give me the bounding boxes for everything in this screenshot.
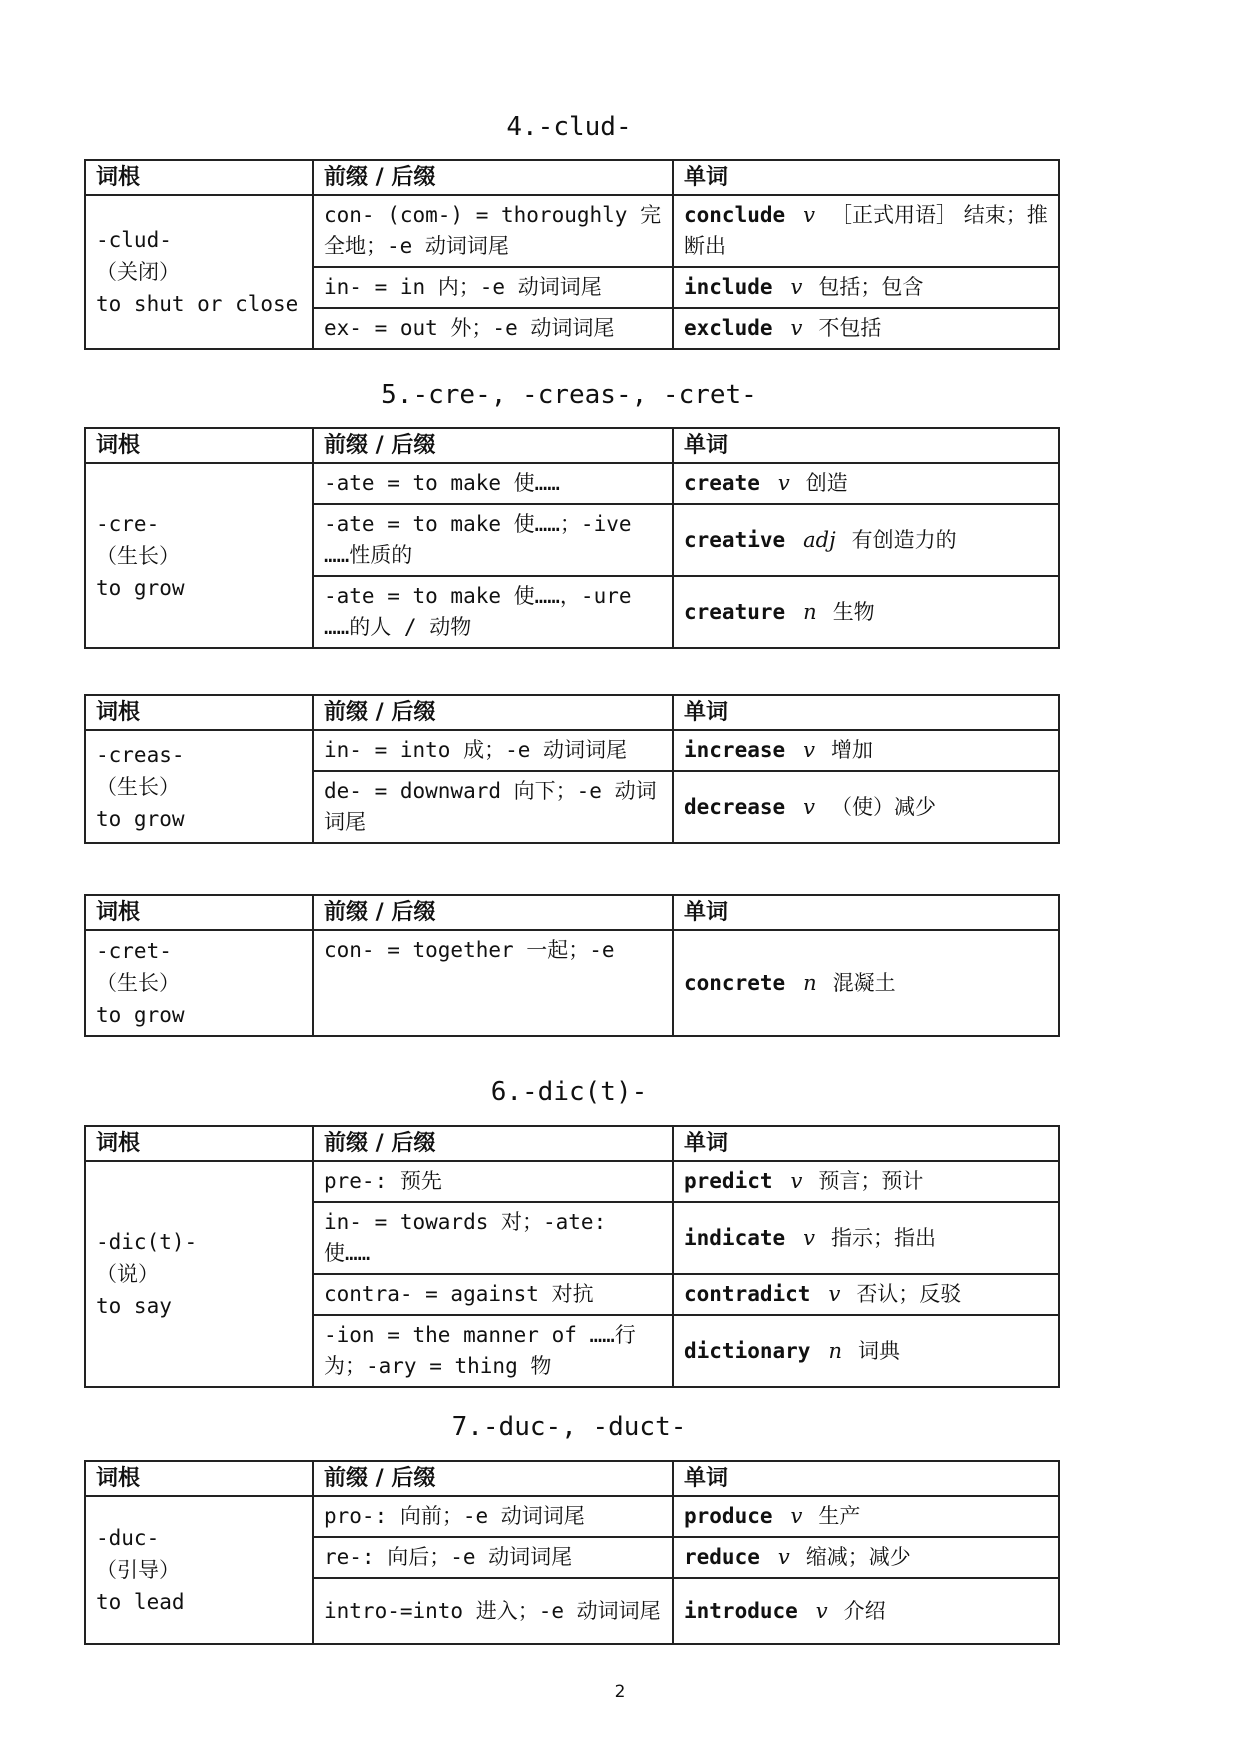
- affix-cell: contra- = against 对抗: [313, 1274, 673, 1315]
- affix-cell: -ion = the manner of ……行为；-ary = thing 物: [313, 1315, 673, 1387]
- root-form: -duc-: [96, 1526, 160, 1550]
- root-cell: [85, 730, 313, 843]
- word-meaning: 生产: [818, 1504, 861, 1528]
- part-of-speech: n: [828, 1338, 842, 1363]
- header-affix: 前缀 / 后缀: [313, 695, 673, 730]
- word-cell: [673, 1315, 1059, 1387]
- word: contradict: [684, 1282, 811, 1306]
- affix-cell: de- = downward 向下；-e 动词词尾: [313, 771, 673, 843]
- word-cell: [673, 463, 1059, 504]
- word-meaning: ［正式用语］ 结束；推断出: [684, 203, 1048, 258]
- root-table-cret: [84, 894, 1060, 1037]
- header-word: 单词: [673, 895, 1059, 930]
- word-meaning: 缩减；减少: [805, 1545, 911, 1569]
- table-row: [85, 1161, 1059, 1202]
- word-cell: [673, 504, 1059, 576]
- word: indicate: [684, 1225, 786, 1250]
- word-cell: [673, 771, 1059, 843]
- table-header-row: [85, 160, 1059, 195]
- header-root: 词根: [85, 695, 313, 730]
- affix-cell: in- = in 内；-e 动词词尾: [313, 267, 673, 308]
- root-form: -cret-: [96, 939, 172, 963]
- part-of-speech: v: [803, 738, 816, 762]
- table-row: [85, 1496, 1059, 1537]
- word: include: [684, 275, 773, 299]
- affix-cell: in- = towards 对；-ate: 使……: [313, 1202, 673, 1274]
- root-form: -clud-: [96, 228, 172, 252]
- header-root: 词根: [85, 895, 313, 930]
- header-root: 词根: [85, 428, 313, 463]
- table-header-row: [85, 895, 1059, 930]
- word-cell: [673, 1202, 1059, 1274]
- part-of-speech: v: [790, 1504, 803, 1528]
- root-cell: [85, 195, 313, 349]
- table-row: [85, 463, 1059, 504]
- root-meaning-cn: （生长）: [96, 543, 180, 568]
- word-cell: [673, 267, 1059, 308]
- affix-cell: -ate = to make 使……: [313, 463, 673, 504]
- word-meaning: 创造: [805, 471, 848, 495]
- root-cell: [85, 1496, 313, 1644]
- root-table-cre: [84, 427, 1060, 649]
- table-header-row: [85, 1461, 1059, 1496]
- word-meaning: 词典: [857, 1338, 900, 1363]
- word: exclude: [684, 316, 773, 340]
- table-row: [85, 730, 1059, 771]
- root-cell: [85, 1161, 313, 1387]
- header-affix: 前缀 / 后缀: [313, 895, 673, 930]
- word-cell: [673, 576, 1059, 648]
- word: creative: [684, 527, 786, 552]
- word-cell: [673, 1161, 1059, 1202]
- word-cell: [673, 730, 1059, 771]
- root-cell: [85, 463, 313, 648]
- part-of-speech: v: [790, 316, 803, 340]
- part-of-speech: v: [803, 794, 816, 819]
- part-of-speech: v: [803, 203, 816, 227]
- part-of-speech: v: [777, 1545, 790, 1569]
- affix-cell: in- = into 成；-e 动词词尾: [313, 730, 673, 771]
- word-meaning: 包括；包含: [818, 275, 924, 299]
- header-root: 词根: [85, 1461, 313, 1496]
- table-header-row: [85, 1126, 1059, 1161]
- affix-cell: -ate = to make 使……，-ure ……的人 / 动物: [313, 576, 673, 648]
- root-form: -cre-: [96, 511, 160, 536]
- word-cell: [673, 1496, 1059, 1537]
- part-of-speech: v: [777, 471, 790, 495]
- word-cell: [673, 1537, 1059, 1578]
- root-table-clud: [84, 159, 1060, 350]
- root-table-creas: [84, 694, 1060, 844]
- header-word: 单词: [673, 695, 1059, 730]
- affix-cell: pre-: 预先: [313, 1161, 673, 1202]
- word: conclude: [684, 203, 786, 227]
- header-affix: 前缀 / 后缀: [313, 1461, 673, 1496]
- section-title: 5.-cre-, -creas-, -cret-: [381, 380, 757, 410]
- part-of-speech: v: [790, 1169, 803, 1193]
- word-meaning: 混凝土: [832, 970, 896, 995]
- word-meaning: 介绍: [843, 1598, 886, 1623]
- header-word: 单词: [673, 1461, 1059, 1496]
- word-meaning: 指示；指出: [831, 1225, 937, 1250]
- root-meaning-en: to grow: [96, 806, 185, 831]
- table-row: [85, 195, 1059, 267]
- part-of-speech: n: [803, 599, 817, 624]
- header-affix: 前缀 / 后缀: [313, 1126, 673, 1161]
- word-meaning: （使）减少: [831, 794, 937, 819]
- affix-cell: con- = together 一起；-e: [313, 930, 673, 1036]
- part-of-speech: adj: [803, 527, 836, 552]
- word-meaning: 不包括: [818, 316, 882, 340]
- word: dictionary: [684, 1338, 811, 1363]
- affix-cell: ex- = out 外；-e 动词词尾: [313, 308, 673, 349]
- part-of-speech: v: [790, 275, 803, 299]
- root-form: -dic(t)-: [96, 1230, 198, 1254]
- root-meaning-en: to grow: [96, 575, 185, 600]
- root-meaning-en: to say: [96, 1294, 172, 1318]
- table-row: [85, 930, 1059, 1036]
- page-number: 2: [614, 1682, 626, 1702]
- header-word: 单词: [673, 428, 1059, 463]
- affix-cell: con- (com-) = thoroughly 完全地；-e 动词词尾: [313, 195, 673, 267]
- affix-cell: -ate = to make 使……；-ive ……性质的: [313, 504, 673, 576]
- root-meaning-en: to shut or close: [96, 292, 299, 316]
- root-meaning-cn: （引导）: [96, 1558, 180, 1582]
- part-of-speech: v: [828, 1282, 841, 1306]
- word: reduce: [684, 1545, 760, 1569]
- affix-cell: intro-=into 进入；-e 动词词尾: [313, 1578, 673, 1644]
- word-meaning: 有创造力的: [851, 527, 957, 552]
- word: predict: [684, 1169, 773, 1193]
- word-cell: [673, 195, 1059, 267]
- root-meaning-cn: （关闭）: [96, 260, 180, 284]
- part-of-speech: v: [803, 1225, 816, 1250]
- header-affix: 前缀 / 后缀: [313, 428, 673, 463]
- word-cell: [673, 1274, 1059, 1315]
- word: decrease: [684, 794, 786, 819]
- word: create: [684, 471, 760, 495]
- part-of-speech: v: [815, 1598, 828, 1623]
- header-root: 词根: [85, 1126, 313, 1161]
- section-title: 7.-duc-, -duct-: [451, 1412, 687, 1442]
- root-meaning-cn: （生长）: [96, 774, 180, 799]
- word-meaning: 增加: [831, 738, 874, 762]
- header-root: 词根: [85, 160, 313, 195]
- section-title: 6.-dic(t)-: [490, 1077, 648, 1107]
- part-of-speech: n: [803, 970, 817, 995]
- word: concrete: [684, 970, 786, 995]
- root-cell: [85, 930, 313, 1036]
- root-meaning-en: to grow: [96, 1003, 185, 1027]
- word: creature: [684, 599, 786, 624]
- word: increase: [684, 738, 786, 762]
- header-word: 单词: [673, 1126, 1059, 1161]
- header-word: 单词: [673, 160, 1059, 195]
- word-meaning: 预言；预计: [818, 1169, 924, 1193]
- affix-cell: re-: 向后；-e 动词词尾: [313, 1537, 673, 1578]
- root-form: -creas-: [96, 742, 185, 767]
- section-title: 4.-clud-: [506, 112, 632, 142]
- word-meaning: 生物: [832, 599, 875, 624]
- affix-cell: pro-: 向前；-e 动词词尾: [313, 1496, 673, 1537]
- word: introduce: [684, 1598, 798, 1623]
- word-cell: [673, 1578, 1059, 1644]
- header-affix: 前缀 / 后缀: [313, 160, 673, 195]
- root-meaning-cn: （说）: [96, 1262, 159, 1286]
- table-header-row: [85, 428, 1059, 463]
- word-cell: [673, 308, 1059, 349]
- word: produce: [684, 1504, 773, 1528]
- root-meaning-en: to lead: [96, 1590, 185, 1614]
- root-table-duc: [84, 1460, 1060, 1645]
- word-cell: [673, 930, 1059, 1036]
- word-meaning: 否认；反驳: [856, 1282, 962, 1306]
- table-header-row: [85, 695, 1059, 730]
- root-table-dict: [84, 1125, 1060, 1388]
- root-meaning-cn: （生长）: [96, 971, 180, 995]
